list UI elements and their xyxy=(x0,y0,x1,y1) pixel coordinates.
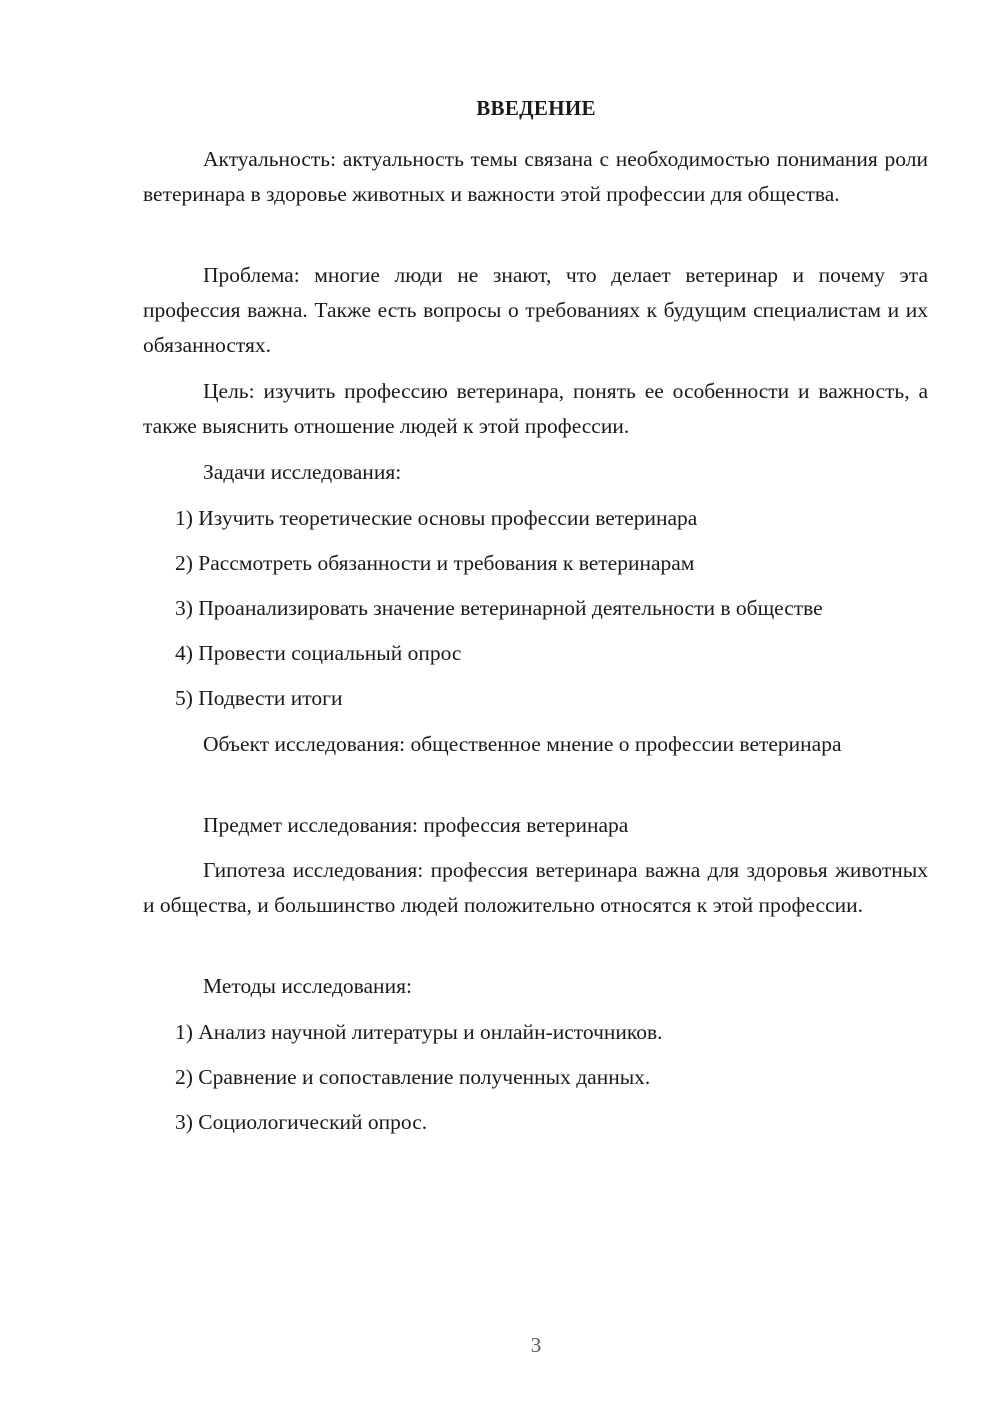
subject-paragraph: Предмет исследования: профессия ветеринара xyxy=(203,813,629,837)
relevance-paragraph: Актуальность: актуальность темы связана с необходимостью понимания роли ветеринара в здоровье животных и важности этой профессии для общества. xyxy=(143,147,928,206)
task-item: 1) Изучить теоретические основы профессии ветеринара xyxy=(175,506,698,530)
page-number: 3 xyxy=(530,1333,542,1357)
task-item: 2) Рассмотреть обязанности и требования к ветеринарам xyxy=(175,551,695,575)
object-paragraph: Объект исследования: общественное мнение о профессии ветеринара xyxy=(203,732,842,756)
tasks-heading: Задачи исследования: xyxy=(203,460,402,484)
task-item: 5) Подвести итоги xyxy=(175,686,343,710)
methods-heading: Методы исследования: xyxy=(203,974,412,998)
method-item: 1) Анализ научной литературы и онлайн-источников. xyxy=(175,1020,663,1044)
method-item: 3) Социологический опрос. xyxy=(175,1110,428,1134)
page-title: ВВЕДЕНИЕ xyxy=(476,96,596,120)
hypothesis-paragraph: Гипотеза исследования: профессия ветеринара важна для здоровья животных и общества, и большинство людей положительно относятся к этой профессии. xyxy=(143,858,928,917)
problem-paragraph: Проблема: многие люди не знают, что делает ветеринар и почему эта профессия важна. Также есть вопросы о требованиях к будущим специалистам и их обязанностях. xyxy=(143,263,928,357)
task-item: 3) Проанализировать значение ветеринарной деятельности в обществе xyxy=(175,596,823,620)
goal-paragraph: Цель: изучить профессию ветеринара, понять ее особенности и важность, а также выяснить отношение людей к этой профессии. xyxy=(143,379,928,438)
task-item: 4) Провести социальный опрос xyxy=(175,641,462,665)
method-item: 2) Сравнение и сопоставление полученных данных. xyxy=(175,1065,651,1089)
